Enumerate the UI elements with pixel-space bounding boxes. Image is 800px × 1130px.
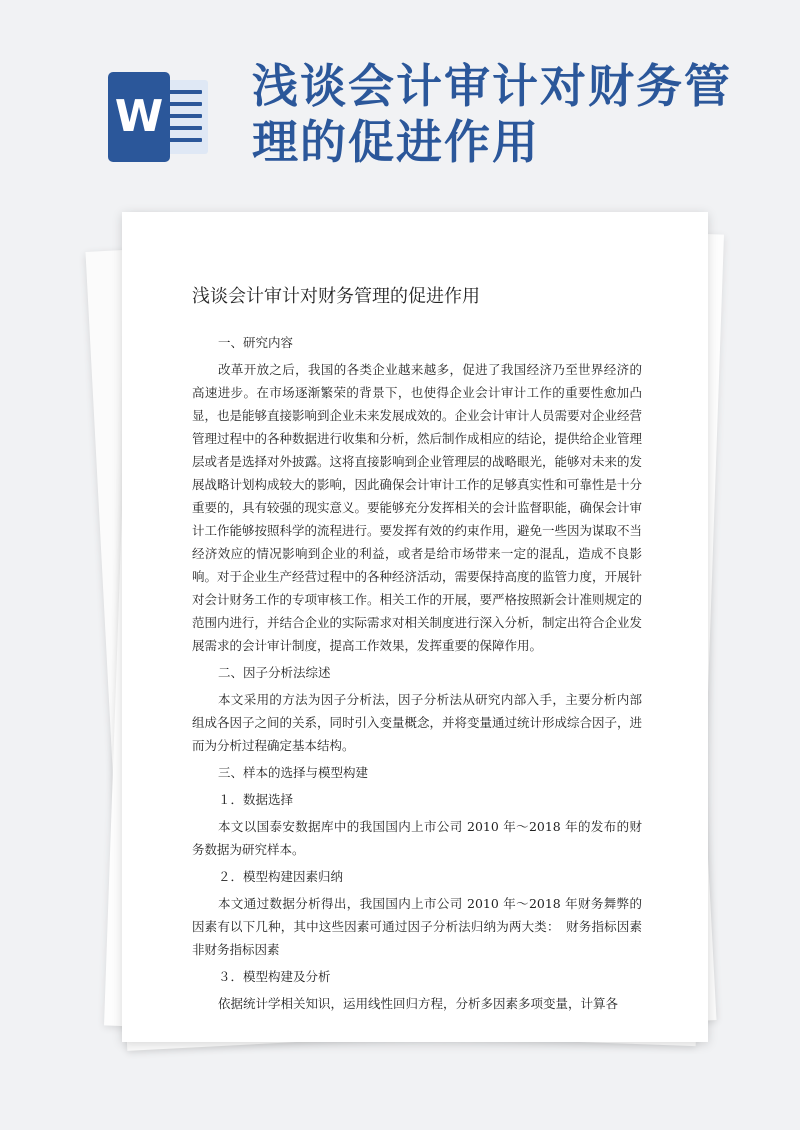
document-body (192, 327, 655, 1015)
section-heading: ２．模型构建因素归纳 (218, 869, 344, 884)
document-title: 浅谈会计审计对财务管理的促进作用 (192, 286, 480, 307)
section-heading: 二、因子分析法综述 (218, 665, 331, 680)
word-document-icon (108, 72, 212, 162)
section-heading: １．数据选择 (218, 792, 294, 807)
document-page (122, 212, 708, 1042)
body-paragraph: 本文采用的方法为因子分析法，因子分析法从研究内部入手，主要分析内部组成各因子之间的关系，同时引入变量概念，并将变量通过统计形成综合因子，进而为分析过程确定基本结构。 (192, 692, 643, 753)
section-heading: ３．模型构建及分析 (218, 969, 331, 984)
body-paragraph: 改革开放之后，我国的各类企业越来越多，促进了我国经济乃至世界经济的高速进步。在市场逐渐繁荣的背景下，也使得企业会计审计工作的重要性愈加凸显，也是能够直接影响到企业未来发展成效的。企业会计审计人员需要对企业经营管理过程中的各种数据进行收集和分析，然后制作成相应的结论，提供给企业管理层或者是选择对外披露。这将直接影响到企业管理层的战略眼光，能够对未来的发展战略计划构成较大的影响，因此确保会计审计工作的足够真实性和可靠性是十分重要的，具有较强的现实意义。要能够充分发挥相关的会计监督职能，确保会计审计工作能够按照科学的流程进行。要发挥有效的约束作用，避免一些因为谋取不当经济效应的情况影响到企业的利益，或者是给市场带来一定的混乱，造成不良影响。对于企业生产经营过程中的各种经济活动，需要保持高度的监管力度，开展针对会计财务工作的专项审核工作。相关工作的开展，要严格按照新会计准则规定的范围内进行，并结合企业的实际需求对相关制度进行深入分析，制定出符合企业发展需求的会计审计制度，提高工作效果，发挥重要的保障作用。 (192, 362, 643, 653)
page-title: 浅谈会计审计对财务管理的促进作用 (252, 59, 732, 169)
body-paragraph: 本文通过数据分析得出，我国国内上市公司 2010 年～2018 年财务舞弊的因素有以下几种，其中这些因素可通过因子分析法归纳为两大类： 财务指标因素 非财务指标因素 (192, 896, 655, 957)
body-paragraph: 本文以国泰安数据库中的我国国内上市公司 2010 年～2018 年的发布的财务数据为研究样本。 (192, 819, 642, 857)
section-heading: 一、研究内容 (218, 335, 294, 350)
section-heading: 三、样本的选择与模型构建 (218, 765, 369, 780)
word-letter: W (108, 72, 170, 162)
body-paragraph: 依据统计学相关知识，运用线性回归方程，分析多因素多项变量，计算各 (218, 996, 619, 1011)
